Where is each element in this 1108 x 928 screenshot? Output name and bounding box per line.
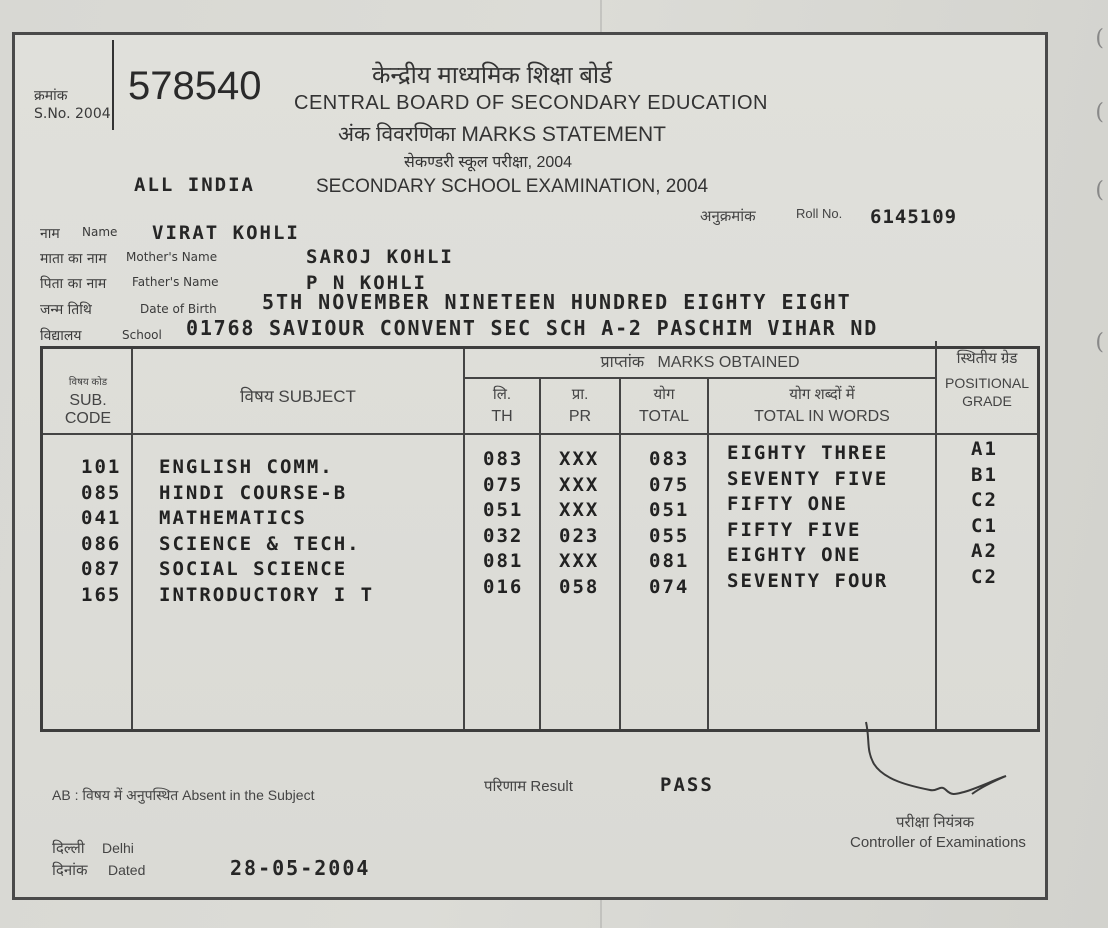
father-name: P N KOHLI bbox=[306, 272, 427, 294]
header-pr-hi: प्रा. bbox=[571, 386, 589, 403]
header-code-1: SUB. bbox=[69, 392, 107, 409]
school-name: 01768 SAVIOUR CONVENT SEC SCH A-2 PASCHIM VIHAR ND bbox=[186, 316, 879, 340]
margin-mark: ( bbox=[1095, 178, 1104, 203]
header-code-hi: विषय कोड bbox=[68, 377, 108, 388]
header-words: TOTAL IN WORDS bbox=[754, 408, 890, 425]
table-row-subject: ENGLISH COMM. bbox=[159, 456, 334, 478]
dob-label: Date of Birth bbox=[140, 302, 217, 316]
exam-name: SECONDARY SCHOOL EXAMINATION, 2004 bbox=[316, 176, 709, 197]
margin-mark: ( bbox=[1095, 26, 1104, 51]
marks-table bbox=[40, 346, 1040, 732]
table-row-code: 101 bbox=[81, 456, 122, 478]
table-row-pr: 023 bbox=[559, 524, 600, 547]
header-pr: PR bbox=[568, 408, 592, 425]
table-row-grade: C2 bbox=[971, 565, 998, 588]
subject-column bbox=[159, 455, 374, 608]
name-label-hi: नाम bbox=[40, 226, 60, 242]
table-row-subject: SCIENCE & TECH. bbox=[159, 532, 361, 555]
table-row-words: FIFTY ONE bbox=[727, 493, 848, 515]
table-row-pr: XXX bbox=[559, 473, 600, 496]
table-row-pr: XXX bbox=[559, 499, 600, 521]
table-row-pr: XXX bbox=[559, 448, 600, 470]
result-label: परिणाम Result bbox=[484, 778, 573, 795]
serial-label-en: S.No. 2004 bbox=[34, 106, 111, 122]
table-row-subject: HINDI COURSE-B bbox=[159, 481, 348, 504]
total-column bbox=[649, 447, 689, 600]
table-row-th: 032 bbox=[483, 524, 524, 547]
header-th: TH bbox=[491, 408, 513, 425]
table-row-code: 087 bbox=[81, 558, 122, 580]
pr-column bbox=[559, 447, 599, 600]
header-words-hi: योग शब्दों में bbox=[789, 386, 855, 403]
code-column bbox=[81, 455, 121, 608]
table-row-th: 083 bbox=[483, 448, 524, 470]
table-row-total: 081 bbox=[649, 550, 690, 572]
school-label: School bbox=[122, 328, 162, 342]
grade-column bbox=[971, 437, 998, 590]
table-row-subject: INTRODUCTORY I T bbox=[159, 583, 375, 606]
words-column bbox=[727, 441, 888, 594]
exam-name-hindi: सेकण्डरी स्कूल परीक्षा, 2004 bbox=[404, 154, 573, 171]
table-row-total: 055 bbox=[649, 524, 690, 547]
mother-label: Mother's Name bbox=[126, 250, 218, 264]
header-grade-hi: स्थितीय ग्रेड bbox=[956, 350, 1018, 367]
table-row-code: 085 bbox=[81, 481, 122, 504]
father-label-hi: पिता का नाम bbox=[40, 276, 107, 292]
table-row-words: SEVENTY FIVE bbox=[727, 467, 889, 490]
table-row-words: EIGHTY ONE bbox=[727, 544, 862, 566]
table-row-words: FIFTY FIVE bbox=[727, 518, 862, 541]
school-label-hi: विद्यालय bbox=[40, 328, 82, 344]
table-row-code: 086 bbox=[81, 532, 122, 555]
dated-label: Dated bbox=[108, 862, 146, 878]
controller-label: Controller of Examinations bbox=[850, 834, 1026, 851]
table-row-th: 081 bbox=[483, 550, 524, 572]
mother-label-hi: माता का नाम bbox=[40, 251, 107, 267]
serial-number: 578540 bbox=[128, 64, 262, 108]
dated-label-hi: दिनांक bbox=[52, 862, 88, 879]
header-subject: विषय SUBJECT bbox=[240, 387, 356, 406]
table-row-code: 165 bbox=[81, 583, 122, 606]
result-value: PASS bbox=[660, 774, 714, 796]
table-row-total: 074 bbox=[649, 575, 690, 598]
place-label: Delhi bbox=[102, 840, 134, 856]
header-total-hi: योग bbox=[653, 386, 675, 403]
table-row-pr: XXX bbox=[559, 550, 600, 572]
table-row-subject: MATHEMATICS bbox=[159, 507, 307, 529]
table-row-total: 083 bbox=[649, 448, 690, 470]
place-label-hi: दिल्ली bbox=[52, 840, 85, 857]
header-total: TOTAL bbox=[638, 408, 690, 425]
controller-label-hi: परीक्षा नियंत्रक bbox=[896, 814, 975, 831]
table-row-th: 016 bbox=[483, 575, 524, 598]
controller-signature-icon bbox=[860, 720, 1040, 810]
student-name: VIRAT KOHLI bbox=[152, 222, 300, 244]
absent-note: AB : विषय में अनुपस्थित Absent in the Subject bbox=[52, 787, 315, 803]
dob-label-hi: जन्म तिथि bbox=[40, 302, 92, 318]
header-marks-obtained: प्राप्तांक MARKS OBTAINED bbox=[600, 354, 800, 371]
th-column bbox=[483, 447, 523, 600]
roll-label-hi: अनुक्रमांक bbox=[700, 208, 756, 225]
table-row-words: EIGHTY THREE bbox=[727, 442, 889, 464]
roll-number: 6145109 bbox=[870, 206, 958, 228]
father-label: Father's Name bbox=[132, 275, 219, 289]
table-row-th: 051 bbox=[483, 499, 524, 521]
table-row-th: 075 bbox=[483, 473, 524, 496]
board-name: CENTRAL BOARD OF SECONDARY EDUCATION bbox=[294, 92, 768, 114]
table-row-pr: 058 bbox=[559, 575, 600, 598]
header-code-2: CODE bbox=[64, 410, 112, 427]
table-row-grade: B1 bbox=[971, 463, 998, 486]
roll-label: Roll No. bbox=[796, 206, 843, 221]
header-grade-2: GRADE bbox=[962, 393, 1012, 409]
table-row-grade: C1 bbox=[971, 514, 998, 537]
issue-date: 28-05-2004 bbox=[230, 856, 371, 880]
margin-mark: ( bbox=[1095, 100, 1104, 125]
header-grade-1: POSITIONAL bbox=[944, 375, 1030, 391]
board-name-hindi: केन्द्रीय माध्यमिक शिक्षा बोर्ड bbox=[372, 62, 612, 89]
name-label: Name bbox=[82, 225, 118, 239]
serial-label-hi: क्रमांक bbox=[34, 88, 68, 104]
statement-title: अंक विवरणिका MARKS STATEMENT bbox=[338, 123, 666, 146]
table-row-words: SEVENTY FOUR bbox=[727, 569, 889, 592]
header-th-hi: लि. bbox=[492, 386, 512, 403]
date-of-birth: 5TH NOVEMBER NINETEEN HUNDRED EIGHTY EIGHT bbox=[262, 290, 852, 314]
table-row-total: 075 bbox=[649, 473, 690, 496]
serial-mark bbox=[112, 40, 114, 130]
table-row-total: 051 bbox=[649, 499, 690, 521]
table-row-grade: A1 bbox=[971, 438, 998, 460]
margin-mark: ( bbox=[1095, 330, 1104, 355]
table-row-code: 041 bbox=[81, 507, 122, 529]
region: ALL INDIA bbox=[134, 174, 255, 196]
mother-name: SAROJ KOHLI bbox=[306, 246, 454, 268]
table-row-grade: C2 bbox=[971, 489, 998, 511]
table-row-subject: SOCIAL SCIENCE bbox=[159, 558, 348, 580]
table-row-grade: A2 bbox=[971, 540, 998, 562]
